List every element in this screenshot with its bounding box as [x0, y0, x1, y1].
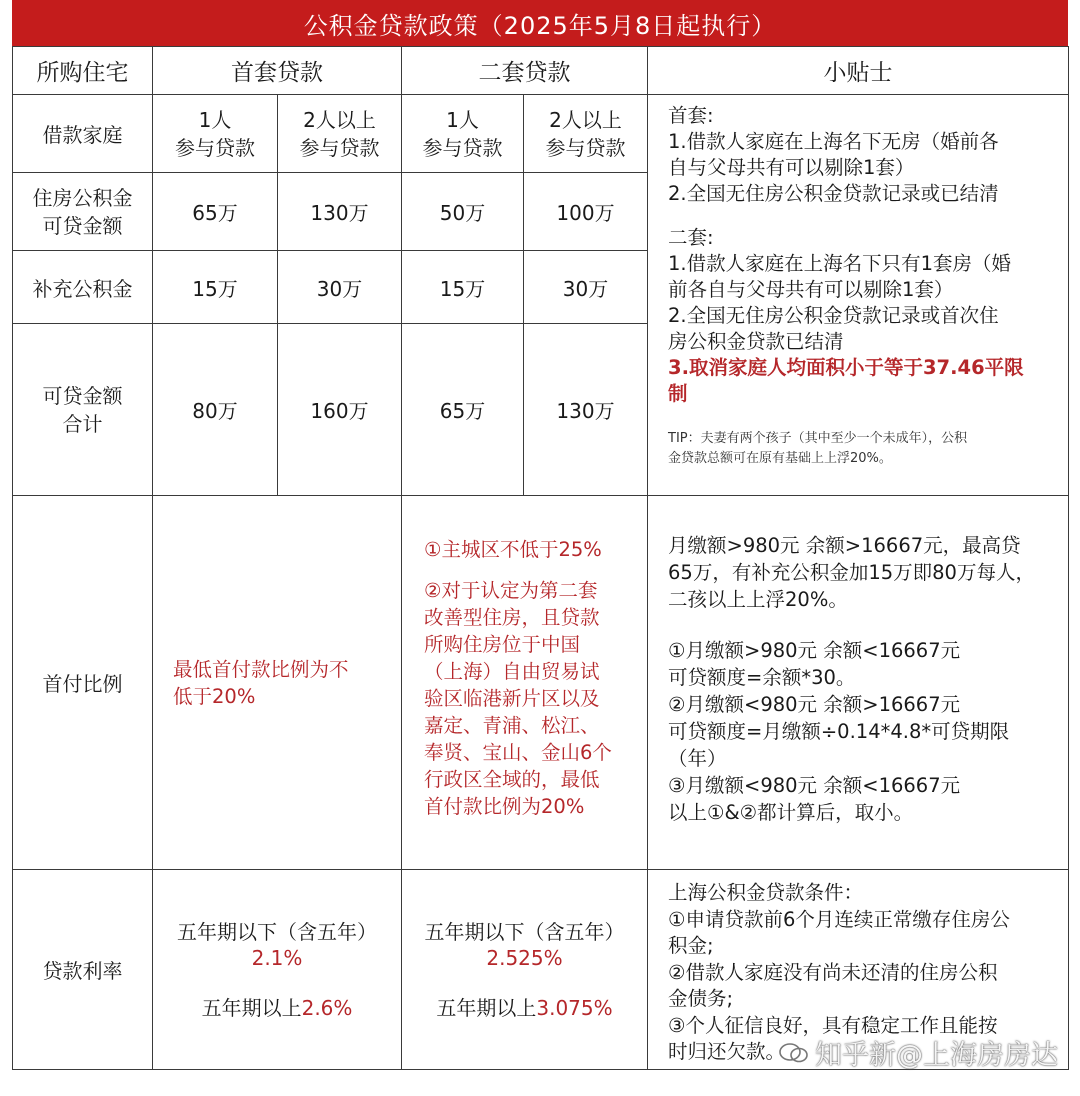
- conditions-cell: 上海公积金贷款条件： ①申请贷款前6个月连续正常缴存住房公 积金; ②借款人家庭没有尚未还清的住房公积 金债务; ③个人征信良好，具有稳定工作且能按 时归还欠款。: [648, 870, 1069, 1070]
- tips-small-note: TIP：夫妻有两个孩子（其中至少一个未成年），公积 金贷款总额可在原有基础上上浮20%。: [668, 431, 968, 466]
- table-cell: 50万: [402, 173, 524, 251]
- chat-bubble-icon: [779, 1041, 809, 1065]
- tips-highlight: 3.取消家庭人均面积小于等于37.46平限: [668, 356, 1024, 379]
- table-cell: 130万: [278, 173, 402, 251]
- row-label-total: 可贷金额 合计: [13, 324, 153, 496]
- row-label-amount: 住房公积金 可贷金额: [13, 173, 153, 251]
- table-cell: 15万: [402, 251, 524, 324]
- policy-table: [12, 46, 1069, 1070]
- downpayment-tip: 月缴额>980元 余额>16667元，最高贷 65万，有补充公积金加15万即80万每人， 二孩以上上浮20%。 ①月缴额>980元 余额<16667元 可贷额度=余额*30。 ②月缴额<980元 余额>16667元 可贷额度=月缴额÷0.14*4.8*可贷期限 （年） ③月缴额<980元 余额<16667元 以上①&②都计算后，取小。: [648, 496, 1069, 870]
- downpayment-first: 最低首付款比例为不 低于20%: [153, 496, 402, 870]
- downpayment-second: ①主城区不低于25% ②对于认定为第二套 改善型住房，且贷款 所购住房位于中国 （上海）自由贸易试 验区临港新片区以及 嘉定、青浦、松江、 奉贤、宝山、金山6个 行政区全域的，最低 首付款比例为20%: [402, 496, 648, 870]
- row-label-family: 借款家庭: [13, 95, 153, 173]
- table-cell: 15万: [153, 251, 278, 324]
- row-label-supplement: 补充公积金: [13, 251, 153, 324]
- rate-second: 五年期以下（含五年） 2.525% 五年期以上3.075%: [402, 870, 648, 1070]
- row-label-rate: 贷款利率: [13, 870, 153, 1070]
- table-cell: 80万: [153, 324, 278, 496]
- table-cell: 160万: [278, 324, 402, 496]
- rate-first: 五年期以下（含五年） 2.1% 五年期以上2.6%: [153, 870, 402, 1070]
- row-label-downpayment: 首付比例: [13, 496, 153, 870]
- header-tips: 小贴士: [648, 47, 1069, 95]
- table-cell: 65万: [402, 324, 524, 496]
- header-col1: 所购住宅: [13, 47, 153, 95]
- table-cell: 30万: [278, 251, 402, 324]
- tips-cell: 首套: 1.借款人家庭在上海名下无房（婚前各 自与父母共有可以剔除1套） 2.全国无住房公积金贷款记录或已结清 二套: 1.借款人家庭在上海名下只有1套房（婚 前各自与父母共有可以剔除1套） 2.全国无住房公积金贷款记录或首次住 房公积金贷款已结清 3.取消家庭人均面积小于等于37.46平限 制 TIP：夫妻有两个孩子（其中至少一个未成年），公积 金贷款总额可在原有基础上上浮20%。: [648, 95, 1069, 496]
- table-cell: 1人 参与贷款: [153, 95, 278, 173]
- table-cell: 2人以上 参与贷款: [524, 95, 648, 173]
- policy-page: [12, 0, 1068, 1070]
- page-title: 公积金贷款政策（2025年5月8日起执行）: [12, 0, 1068, 46]
- table-cell: 65万: [153, 173, 278, 251]
- table-row: [13, 496, 1069, 870]
- header-second: 二套贷款: [402, 47, 648, 95]
- table-row: [13, 95, 1069, 173]
- header-first: 首套贷款: [153, 47, 402, 95]
- watermark: 知乎新@上海房房达: [779, 1033, 1058, 1072]
- table-cell: 30万: [524, 251, 648, 324]
- table-cell: 1人 参与贷款: [402, 95, 524, 173]
- table-cell: 100万: [524, 173, 648, 251]
- table-cell: 2人以上 参与贷款: [278, 95, 402, 173]
- header-row: [13, 47, 1069, 95]
- table-cell: 130万: [524, 324, 648, 496]
